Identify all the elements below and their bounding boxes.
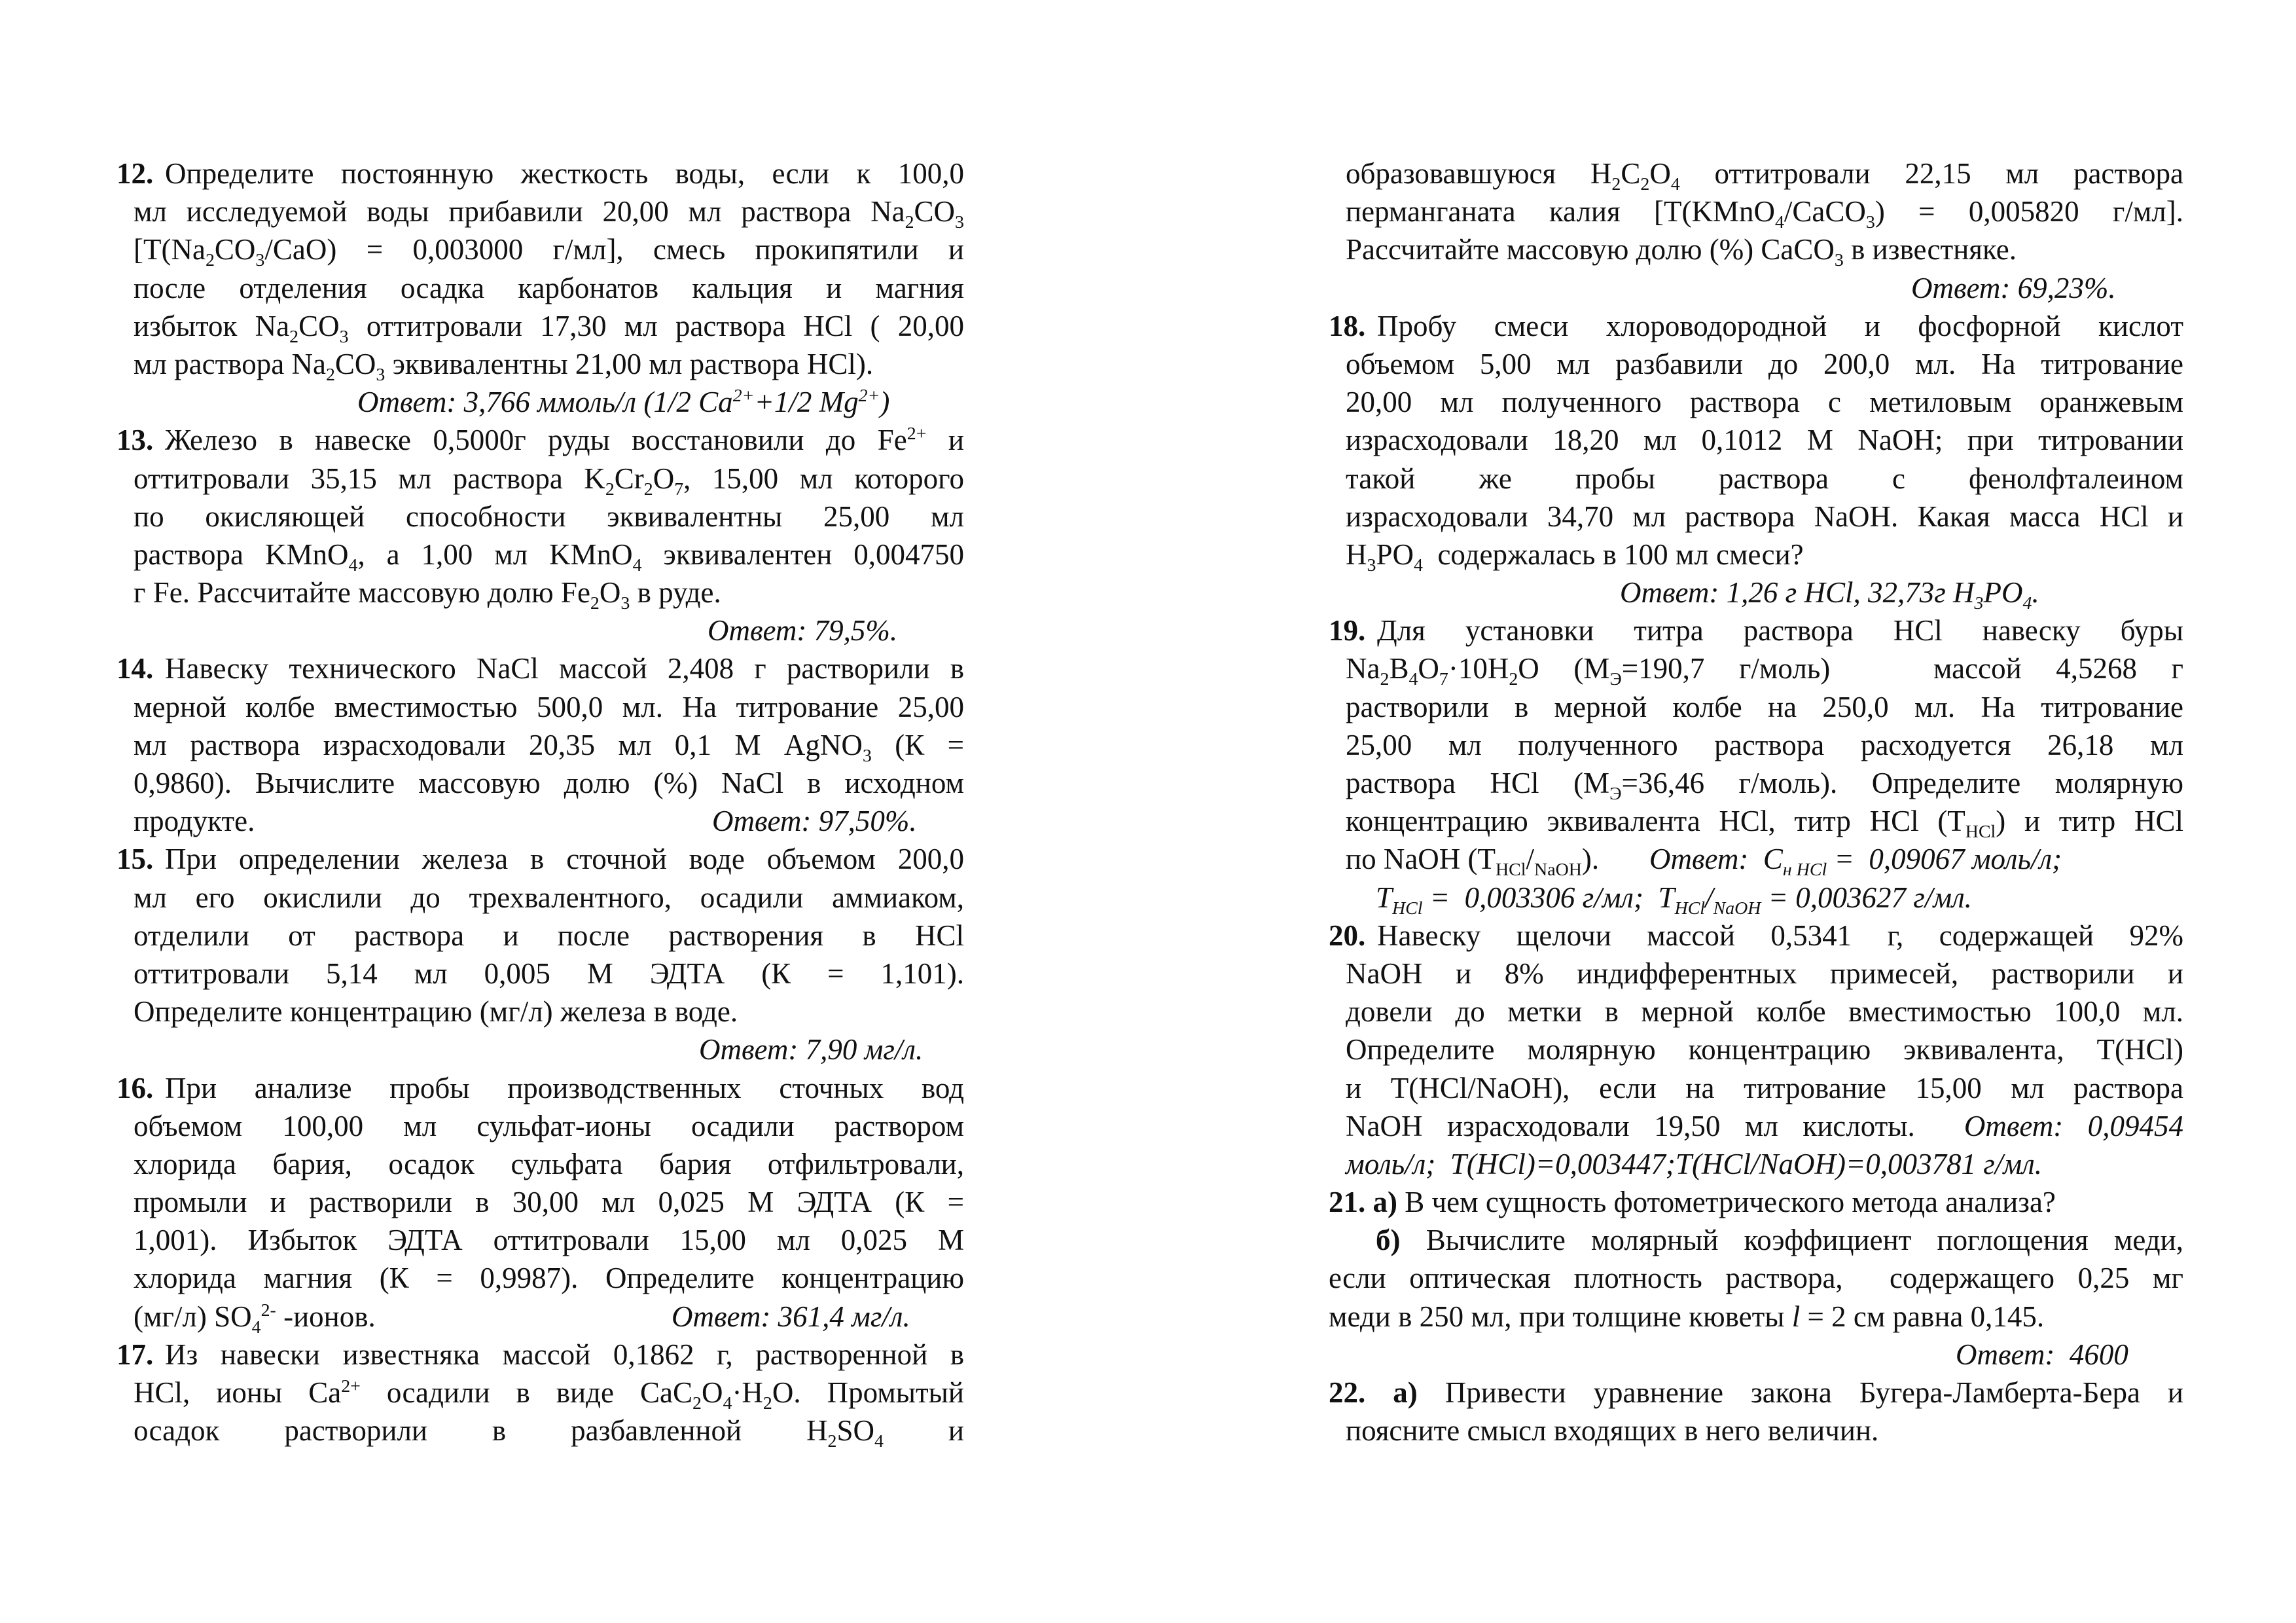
problem-number: 17. [117, 1338, 154, 1371]
problem-number: 15. [117, 843, 154, 876]
problem-20-line-3: довели до метки в мерной колбе вместимостью 100,0 мл. [1346, 995, 2183, 1029]
problem-18-answer: Ответ: 1,26 г HCl, 32,73г $H_3PO_4$. [1620, 576, 2039, 614]
problem-14-line-1: 14. Навеску технического NaCl массой 2,408 г растворили в [117, 649, 964, 687]
problem-16-line-2: объемом 100,00 мл сульфат-ионы осадили раствором [134, 1109, 964, 1142]
problem-16-line-4: промыли и растворили в 30,00 мл 0,025 М ЭДТА (К = [134, 1186, 964, 1219]
problem-19-line-3: растворили в мерной колбе на 250,0 мл. На титрование [1346, 690, 2183, 723]
problem-15-answer: Ответ: 7,90 мг/л. [699, 1033, 924, 1067]
problem-20-answer: моль/л; T(HCl)=0,003447;T(HCl/NaOH)=0,003781 г/мл. [1346, 1147, 2042, 1180]
problem-21-line-1: 21. а) В чем сущность фотометрического метода анализа? [1329, 1186, 2056, 1219]
problem-14-line-3: мл раствора израсходовали 20,35 мл 0,1 М AgNO$_3$ (К = [134, 728, 964, 766]
problem-number: 13. [117, 424, 154, 457]
problem-17-cont-line-1: образовавшуюся $H_2C_2O_4$ оттитровали 22,15 мл раствора [1346, 157, 2183, 194]
problem-21-answer: Ответ: 4600 [1956, 1338, 2128, 1371]
problem-15-line-2: мл его окислили до трехвалентного, осадили аммиаком, [134, 881, 964, 914]
problem-12-line-2: мл исследуемой воды прибавили 20,00 мл раствора $Na_2CO_3$ [134, 195, 964, 233]
problem-20-line-4: Определите молярную концентрацию эквивалента, T(HCl) [1346, 1033, 2183, 1067]
problem-12-line-5: избыток $Na_2CO_3$ оттитровали 17,30 мл раствора HCl ( 20,00 [134, 309, 964, 347]
problem-15-line-5: Определите концентрацию (мг/л) железа в воде. [134, 995, 738, 1029]
problem-16-line-1: 16. При анализе пробы производственных сточных вод [117, 1069, 964, 1107]
problem-16-line-6: хлорида магния (К = 0,9987). Определите концентрацию [134, 1262, 964, 1295]
problem-16-line-7: (мг/л) $SO_4^{2-}$ -ионов. Ответ: 361,4 мг/л. [134, 1300, 910, 1338]
problem-13-line-5: г Fe. Рассчитайте массовую долю $Fe_2O_3$ в руде. [134, 576, 721, 614]
problem-19-line-4: 25,00 мл полученного раствора расходуется 26,18 мл [1346, 728, 2183, 761]
problem-14-line-5: продукте. Ответ: 97,50%. [134, 805, 917, 838]
problem-19-line-5: раствора HCl ($M_Э=36,46$ г/моль). Определите молярную [1346, 767, 2183, 804]
problem-15-line-1: 15. При определении железа в сточной воде объемом 200,0 [117, 840, 964, 878]
problem-18-line-5: такой же пробы раствора с фенолфталеином [1346, 462, 2183, 495]
problem-12-line-6: мл раствора $Na_2CO_3$ эквивалентны 21,00 мл раствора HCl). [134, 347, 874, 385]
problem-21-line-3: если оптическая плотность раствора, содержащего 0,25 мг [1329, 1262, 2183, 1295]
problem-19-line-2: $Na_2B_4O_7\cdot 10H_2O$ ($M_Э=190,7$ г/моль) массой 4,5268 г [1346, 652, 2183, 690]
problem-12-line-4: после отделения осадка карбонатов кальция и магния [134, 271, 964, 304]
problem-13-line-2: оттитровали 35,15 мл раствора $K_2Cr_2O_7$, 15,00 мл которого [134, 462, 964, 500]
problem-19-line-6: концентрацию эквивалента HCl, титр HCl $(T_{HCl})$ и титр HCl [1346, 805, 2183, 843]
problem-17-cont-line-2: перманганата калия [T(KMnO$_4$/CaCO$_3$) = 0,005820 г/мл]. [1346, 195, 2183, 233]
problem-21-line-4: меди в 250 мл, при толщине кюветы l = 2 см равна 0,145. [1329, 1300, 2045, 1333]
problem-13-line-1: 13. Железо в навеске 0,5000г руды восстановили до $Fe^{2+}$ и [117, 421, 964, 459]
problem-19-answer-2: $T_{HCl} = 0,003306$ г/мл; $T_{HCl}/_{NaOH} = 0,003627$ г/мл. [1376, 881, 1972, 919]
problem-18-line-6: израсходовали 34,70 мл раствора NaOH. Какая масса HCl и [1346, 500, 2183, 533]
problem-14-line-2: мерной колбе вместимостью 500,0 мл. На титрование 25,00 [134, 690, 964, 723]
problem-17-line-1: 17. Из навески известняка массой 0,1862 г, растворенной в [117, 1336, 964, 1374]
problem-14-line-4: 0,9860). Вычислите массовую долю (%) NaCl в исходном [134, 767, 964, 799]
problem-22-line-2: поясните смысл входящих в него величин. [1346, 1414, 1879, 1448]
problem-20-line-6: NaOH израсходовали 19,50 мл кислоты. Ответ: 0,09454 [1346, 1109, 2183, 1142]
problem-12-line-1: 12. Определите постоянную жесткость воды, если к 100,0 [117, 155, 964, 192]
problem-number: 19. [1329, 614, 1366, 647]
problem-number: 12. [117, 157, 154, 190]
problem-20-line-2: NaOH и 8% индифферентных примесей, растворили и [1346, 957, 2183, 990]
problem-19-line-7: по NaOH $(T_{HCl}/_{NaOH})$. Ответ: $C_{н HCl} = 0,09067$ моль/л; [1346, 843, 2062, 881]
problem-13-answer: Ответ: 79,5%. [708, 614, 898, 647]
problem-number: 18. [1329, 309, 1366, 342]
left-column [117, 155, 964, 1450]
problem-19-line-1: 19. Для установки титра раствора HCl навеску буры [1329, 611, 2183, 649]
problem-12-answer: Ответ: 3,766 ммоль/л (1/2 $Ca^{2+}+1/2$ $Mg^{2+}$) [357, 386, 890, 419]
problem-13-line-4: раствора KMnO$_4$, а 1,00 мл KMnO$_4$ эквивалентен 0,004750 [134, 538, 964, 575]
problem-16-line-3: хлорида бария, осадок сульфата бария отфильтровали, [134, 1147, 964, 1180]
problem-16-line-5: 1,001). Избыток ЭДТА оттитровали 15,00 мл 0,025 М [134, 1224, 964, 1257]
problem-18-line-2: объемом 5,00 мл разбавили до 200,0 мл. На титрование [1346, 347, 2183, 380]
problem-15-line-4: оттитровали 5,14 мл 0,005 М ЭДТА (К = 1,101). [134, 957, 964, 990]
problem-18-line-7: $H_3PO_4$ содержалась в 100 мл смеси? [1346, 538, 1804, 575]
problem-number: 22. а) [1329, 1376, 1418, 1409]
problem-17-answer: Ответ: 69,23%. [1911, 271, 2116, 304]
problem-20-line-1: 20. Навеску щелочи массой 0,5341 г, содержащей 92% [1329, 917, 2183, 955]
problem-17-cont-line-3: Рассчитайте массовую долю (%) CaCO$_3$ в известняке. [1346, 233, 2017, 271]
problem-number: 21. а) [1329, 1186, 1397, 1219]
problem-21-line-2: б) Вычислите молярный коэффициент поглощения меди, [1376, 1224, 2183, 1257]
problem-18-line-4: израсходовали 18,20 мл 0,1012 М NaOH; при титровании [1346, 424, 2183, 457]
problem-22-line-1: 22. а) Привести уравнение закона Бугера-Ламберта-Бера и [1329, 1376, 2183, 1409]
problem-17-line-3: осадок растворили в разбавленной $H_2SO_4$ и [134, 1414, 964, 1452]
problem-13-line-3: по окисляющей способности эквивалентны 25,00 мл [134, 500, 964, 533]
problem-12-line-3: [$T(Na_2CO_3/CaO) = 0,003000$ г/мл], смесь прокипятили и [134, 233, 964, 271]
problem-18-line-1: 18. Пробу смеси хлороводородной и фосфорной кислот [1329, 307, 2183, 345]
problem-15-line-3: отделили от раствора и после растворения в HCl [134, 919, 964, 952]
problem-number: 14. [117, 652, 154, 685]
problem-20-line-5: и T(HCl/NaOH), если на титрование 15,00 мл раствора [1346, 1071, 2183, 1104]
right-column [1329, 155, 2183, 1450]
problem-number: 20. [1329, 919, 1366, 952]
problem-18-line-3: 20,00 мл полученного раствора с метиловым оранжевым [1346, 386, 2183, 419]
problem-17-line-2: HCl, ионы $Ca^{2+}$ осадили в виде $CaC_2O_4\cdot H_2O$. Промытый [134, 1376, 964, 1413]
problem-number: 16. [117, 1071, 154, 1104]
